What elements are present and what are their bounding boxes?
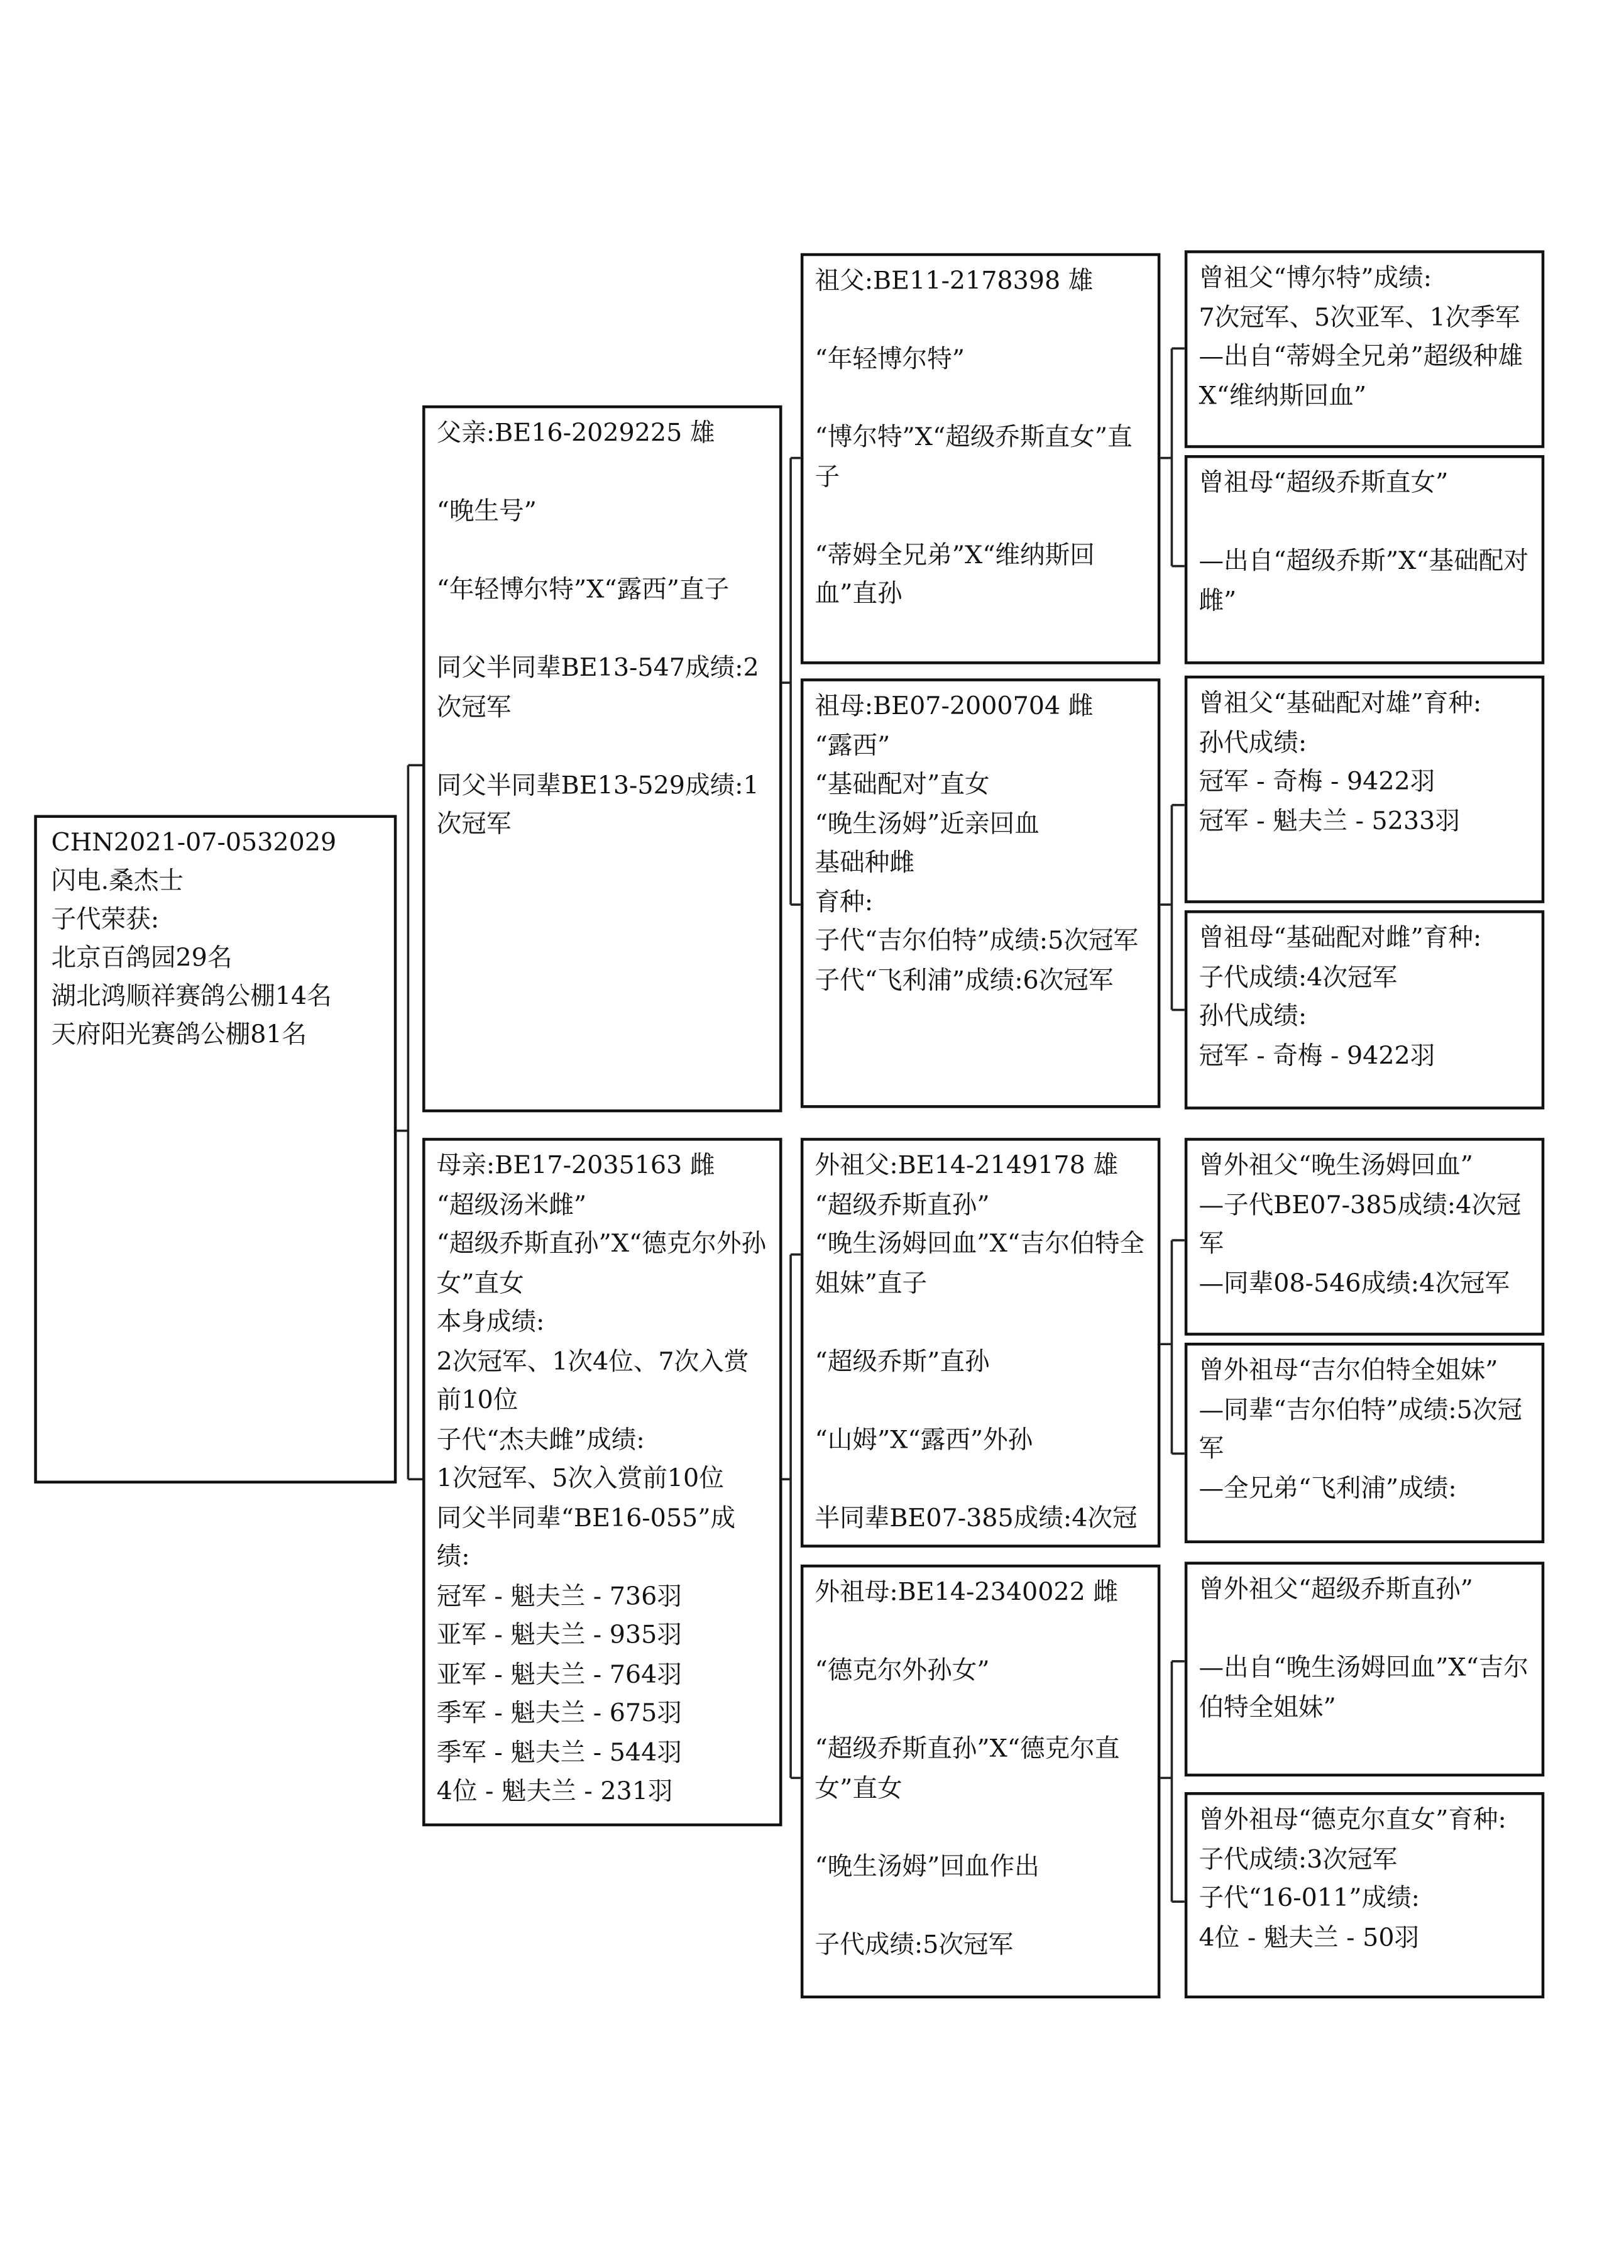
card-line: 天府阳光赛鸽公棚81名: [51, 1021, 307, 1050]
card-line: 同父半同辈BE13-547成绩:2次冠军: [436, 654, 759, 722]
card-line: [815, 1888, 1146, 1927]
card-line: 季军 - 魁夫兰 - 675羽: [436, 1699, 682, 1729]
connector-dam-grandparents: [782, 1255, 800, 1778]
card-line: 湖北鸿顺祥赛鸽公棚14名: [51, 983, 332, 1011]
card-line: [437, 729, 768, 768]
card-line: “露西”: [815, 732, 891, 761]
card-line: 外祖母:BE14-2340022 雌: [815, 1578, 1118, 1607]
card-line: 子代“飞利浦”成绩:6次冠军: [815, 966, 1114, 995]
card-line: —全兄弟“飞利浦”成绩:: [1199, 1474, 1457, 1503]
card-line: 冠军 - 魁夫兰 - 736羽: [436, 1582, 682, 1611]
card-line: 半同辈BE07-385成绩:4次冠: [815, 1504, 1138, 1533]
card-line: —同辈“吉尔伯特”成绩:5次冠军: [1199, 1395, 1523, 1464]
card-line: 子代成绩:5次冠军: [815, 1930, 1014, 1959]
card-line: [815, 1692, 1146, 1731]
card-line: “年轻博尔特”: [815, 345, 965, 375]
card-line: 7次冠军、5次亚军、1次季军: [1199, 304, 1520, 333]
card-line: 4位 - 魁夫兰 - 231羽: [436, 1778, 673, 1807]
card-line: 孙代成绩:: [1199, 729, 1307, 757]
great-grandparent-card: [1185, 1561, 1544, 1776]
card-line: “超级乔斯直孙”X“德克尔外孙女”直女: [436, 1230, 767, 1298]
sire-card: [422, 405, 782, 1113]
card-line: 亚军 - 魁夫兰 - 764羽: [436, 1660, 682, 1689]
card-line: 外祖父:BE14-2149178 雄: [815, 1152, 1118, 1181]
card-line: 曾祖父“博尔特”成绩:: [1199, 264, 1432, 294]
card-line: 子代荣获:: [51, 906, 160, 935]
subject-card: [34, 815, 397, 1484]
card-line: “晚生汤姆回血”X“吉尔伯特全姐妹”直子: [815, 1230, 1145, 1298]
card-line: 北京百鸽园29名: [51, 944, 233, 973]
card-line: 育种:: [815, 888, 874, 917]
card-line: 曾祖母“超级乔斯直女”: [1199, 469, 1449, 498]
card-line: [1199, 1611, 1530, 1650]
card-line: 曾外祖父“晚生汤姆回血”: [1199, 1152, 1473, 1181]
card-line: [815, 380, 1146, 419]
card-line: [437, 454, 768, 493]
card-line: [815, 1382, 1146, 1421]
card-line: “晚生号”: [436, 497, 537, 527]
great-grandparent-card: [1185, 910, 1544, 1109]
card-line: 基础种雌: [815, 849, 914, 878]
card-line: “基础配对”直女: [815, 771, 990, 800]
card-line: 同父半同辈BE13-529成绩:1次冠军: [436, 771, 759, 839]
paternal-granddam-card: [801, 678, 1160, 1108]
great-grandparent-card: [1185, 1792, 1544, 1998]
connector-mgd-ggp: [1160, 1661, 1184, 1902]
card-line: 子代“吉尔伯特”成绩:5次冠军: [815, 927, 1139, 956]
card-line: —子代BE07-385成绩:4次冠军: [1199, 1191, 1522, 1259]
great-grandparent-card: [1185, 250, 1544, 448]
paternal-grandsire-card: [801, 253, 1160, 664]
card-line: “蒂姆全兄弟”X“维纳斯回血”直孙: [815, 541, 1095, 609]
card-line: 子代“杰夫雌”成绩:: [436, 1426, 645, 1455]
card-line: 冠军 - 魁夫兰 - 5233羽: [1199, 807, 1460, 836]
card-line: 冠军 - 奇梅 - 9422羽: [1199, 1042, 1435, 1071]
card-line: [815, 302, 1146, 341]
card-line: 子代“16-011”成绩:: [1199, 1885, 1420, 1913]
card-line: 子代成绩:3次冠军: [1199, 1845, 1398, 1874]
card-line: [815, 1461, 1146, 1500]
card-line: 母亲:BE17-2035163 雌: [436, 1152, 715, 1181]
card-line: 曾祖母“基础配对雌”育种:: [1199, 924, 1482, 954]
card-line: “超级乔斯”直孙: [815, 1347, 990, 1377]
card-line: 曾外祖父“超级乔斯直孙”: [1199, 1576, 1473, 1605]
card-line: 4位 - 魁夫兰 - 50羽: [1199, 1924, 1420, 1952]
card-line: “山姆”X“露西”外孙: [815, 1426, 1033, 1455]
card-line: “晚生汤姆”回血作出: [815, 1852, 1040, 1881]
card-line: 亚军 - 魁夫兰 - 935羽: [436, 1621, 682, 1650]
card-line: “德克尔外孙女”: [815, 1657, 990, 1686]
great-grandparent-card: [1185, 455, 1544, 664]
card-line: 曾祖父“基础配对雄”育种:: [1199, 690, 1482, 718]
card-line: —同辈08-546成绩:4次冠军: [1199, 1269, 1510, 1298]
card-line: 曾外祖母“德克尔直女”育种:: [1199, 1806, 1506, 1835]
card-line: [815, 1304, 1146, 1343]
card-line: 孙代成绩:: [1199, 1003, 1307, 1032]
card-line: 祖母:BE07-2000704 雌: [815, 692, 1094, 722]
maternal-grandsire-card: [801, 1138, 1160, 1548]
card-line: —出自“晚生汤姆回血”X“吉尔伯特全姐妹”: [1199, 1654, 1528, 1722]
card-line: 曾外祖母“吉尔伯特全姐妹”: [1199, 1357, 1498, 1385]
card-line: 父亲:BE16-2029225 雄: [436, 419, 715, 448]
great-grandparent-card: [1185, 676, 1544, 903]
card-line: 闪电.桑杰士: [51, 867, 184, 896]
card-line: 冠军 - 奇梅 - 9422羽: [1199, 768, 1435, 797]
maternal-granddam-card: [801, 1565, 1160, 1998]
card-line: 祖父:BE11-2178398 雄: [815, 267, 1094, 296]
connector-subject-parents: [397, 765, 422, 1479]
card-line: “博尔特”X“超级乔斯直女”直子: [815, 424, 1133, 492]
card-line: 子代成绩:4次冠军: [1199, 963, 1398, 993]
card-line: 同父半同辈“BE16-055”成绩:: [436, 1504, 736, 1572]
card-line: 2次冠军、1次4位、7次入赏前10位: [436, 1347, 749, 1416]
card-line: “晚生汤姆”近亲回血: [815, 810, 1040, 839]
card-line: “超级汤米雌”: [436, 1191, 587, 1220]
card-line: CHN2021-07-0532029: [51, 829, 337, 858]
card-line: 1次冠军、5次入赏前10位: [436, 1465, 724, 1494]
great-grandparent-card: [1185, 1343, 1544, 1543]
dam-card: [422, 1138, 782, 1826]
card-line: [815, 1614, 1146, 1653]
card-line: “超级乔斯直孙”X“德克尔直女”直女: [815, 1735, 1120, 1803]
card-line: “超级乔斯直孙”: [815, 1191, 990, 1220]
card-line: [437, 532, 768, 571]
card-line: 本身成绩:: [436, 1308, 545, 1337]
connector-sire-grandparents: [782, 458, 800, 905]
great-grandparent-card: [1185, 1138, 1544, 1336]
connector-mgs-ggp: [1160, 1240, 1184, 1453]
card-line: “年轻博尔特”X“露西”直子: [436, 576, 730, 605]
card-line: [815, 1809, 1146, 1848]
connector-pgs-ggp: [1160, 348, 1184, 566]
card-line: —出自“超级乔斯”X“基础配对雌”: [1199, 548, 1528, 615]
connector-pgd-ggp: [1160, 805, 1184, 1010]
card-line: [1199, 504, 1530, 543]
card-line: 季军 - 魁夫兰 - 544羽: [436, 1739, 682, 1768]
card-line: [815, 498, 1146, 537]
card-line: [437, 611, 768, 650]
card-line: —出自“蒂姆全兄弟”超级种雄X“维纳斯回血”: [1199, 343, 1523, 410]
